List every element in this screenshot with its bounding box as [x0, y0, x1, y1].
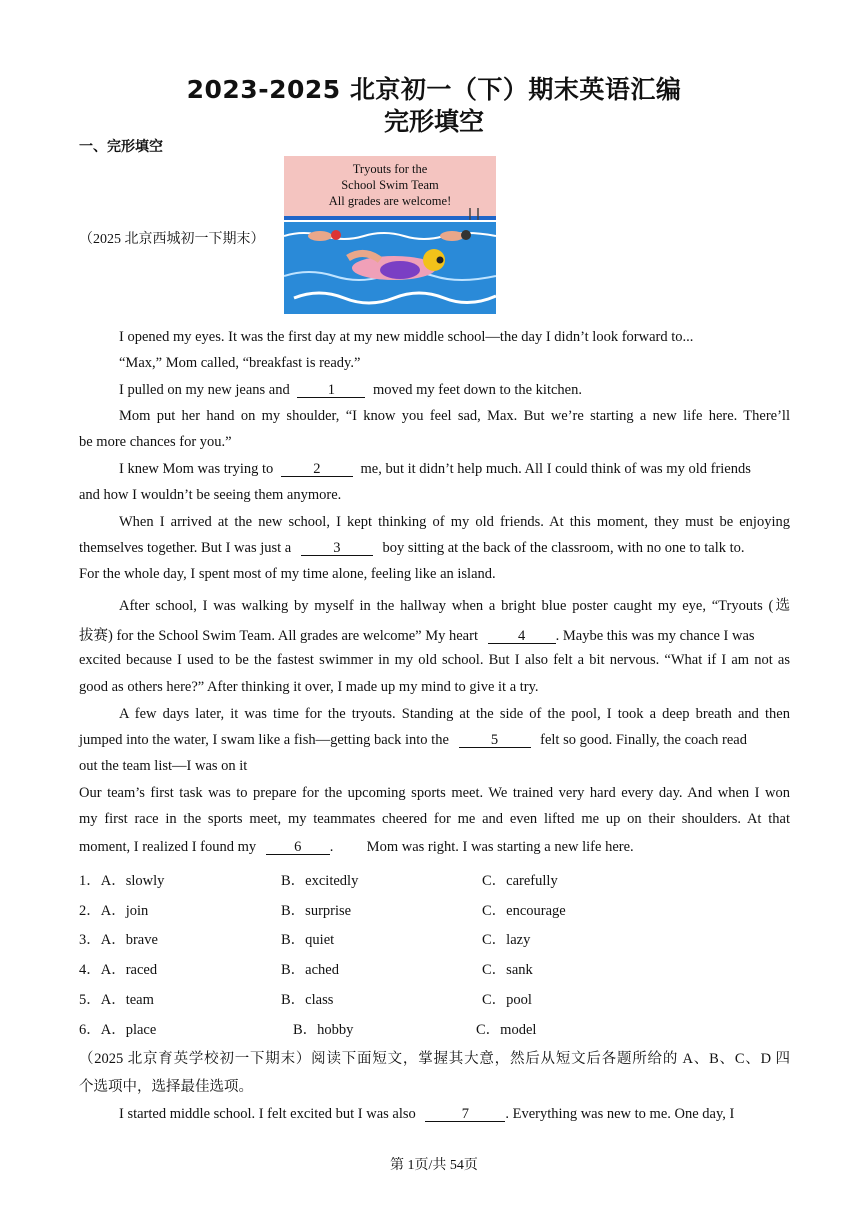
passage-text: .: [329, 839, 334, 855]
document-subtitle: 完形填空: [383, 107, 484, 136]
passage-line: excited because I used to be the fastest swimmer in my old school. But I also felt a bit nervous. “What if I am not as: [79, 652, 790, 668]
option-2b[interactable]: B．surprise: [281, 903, 352, 919]
blank-3[interactable]: 3: [301, 541, 373, 556]
poster-line-3: All grades are welcome!: [328, 194, 452, 208]
option-4b[interactable]: B．ached: [281, 962, 339, 978]
blank-5[interactable]: 5: [459, 733, 531, 748]
option-5c[interactable]: C．pool: [482, 992, 532, 1008]
option-3c[interactable]: C．lazy: [482, 932, 531, 948]
blank-4[interactable]: 4: [488, 629, 556, 644]
poster-line-2: School Swim Team: [341, 178, 439, 192]
page-footer: 第 1页/共 54页: [390, 1158, 478, 1173]
option-3a[interactable]: 3．A．brave: [79, 932, 158, 948]
passage-text: moved my feet down to the kitchen.: [373, 382, 582, 398]
passage-line: I opened my eyes. It was the first day at my new middle school—the day I didn’t look forward to...: [119, 329, 694, 345]
passage-line: “Max,” Mom called, “breakfast is ready.”: [119, 355, 361, 371]
passage-text: Mom was right. I was starting a new life here.: [366, 839, 634, 855]
passage-text: jumped into the water, I swam like a fish—getting back into the: [79, 732, 449, 748]
passage-text: moment, I realized I found my: [79, 839, 257, 855]
blank-1[interactable]: 1: [297, 383, 365, 398]
blank-7[interactable]: 7: [425, 1107, 505, 1122]
passage-line: [119, 382, 582, 399]
option-5b[interactable]: B．class: [281, 992, 334, 1008]
passage-line: After school, I was walking by myself in the hallway when a bright blue poster caught my eye, “Tryouts (选: [119, 598, 790, 614]
passage-text: I knew Mom was trying to: [119, 461, 274, 477]
passage-line: [119, 461, 751, 478]
option-4c[interactable]: C．sank: [482, 962, 533, 978]
passage-line: [79, 839, 634, 856]
passage-text: felt so good. Finally, the coach read: [540, 732, 747, 748]
source-label-2: （2025 北京育英学校初一下期末）阅读下面短文，掌握其大意，然后从短文后各题所给的 A、B、C、D 四: [79, 1051, 790, 1067]
passage-text: I started middle school. I felt excited but I was also: [119, 1106, 416, 1122]
passage-line: When I arrived at the new school, I kept thinking of my old friends. At this moment, they must be enjoying: [119, 514, 790, 530]
option-6b[interactable]: B．hobby: [293, 1022, 354, 1038]
passage-text: me, but it didn’t help much. All I could think of was my old friends: [360, 461, 751, 477]
document-title: 2023-2025 北京初一（下）期末英语汇编: [186, 75, 682, 104]
passage-line: and how I wouldn’t be seeing them anymore.: [79, 487, 342, 503]
option-5a[interactable]: 5．A．team: [79, 992, 154, 1008]
passage-line: Our team’s first task was to prepare for the upcoming sports meet. We trained very hard every day. And when I won: [79, 785, 790, 801]
passage-line: [79, 624, 755, 645]
passage-line: Mom put her hand on my shoulder, “I know you feel sad, Max. But we’re starting a new life here. There’ll: [119, 408, 790, 424]
passage-line: good as others here?” After thinking it over, I made up my mind to give it a try.: [79, 679, 539, 695]
poster-line-1: Tryouts for the: [352, 162, 428, 176]
passage-text: . Maybe this was my chance I was: [555, 628, 755, 644]
passage-line: my first race in the sports meet, my teammates cheered for me and even lifted me up on their shoulders. At that: [79, 811, 790, 827]
option-6a[interactable]: 6．A．place: [79, 1022, 157, 1038]
option-2a[interactable]: 2．A．join: [79, 903, 149, 919]
section-heading: 一、完形填空: [79, 139, 163, 155]
blank-2[interactable]: 2: [281, 462, 353, 477]
passage-line: A few days later, it was time for the tryouts. Standing at the side of the pool, I took a deep breath and then: [119, 706, 790, 722]
option-1a[interactable]: 1．A．slowly: [79, 873, 165, 889]
passage-text: . Everything was new to me. One day, I: [505, 1106, 735, 1122]
passage-text: themselves together. But I was just a: [79, 540, 292, 556]
passage-line: out the team list—I was on it: [79, 758, 248, 774]
source-label: （2025 北京西城初一下期末）: [79, 232, 265, 247]
blank-6[interactable]: 6: [266, 840, 330, 855]
passage-text: 拔赛) for the School Swim Team. All grades are welcome” My heart: [79, 628, 478, 644]
passage-line: For the whole day, I spent most of my time alone, feeling like an island.: [79, 566, 496, 582]
option-4a[interactable]: 4．A．raced: [79, 962, 158, 978]
option-3b[interactable]: B．quiet: [281, 932, 335, 948]
passage-text: boy sitting at the back of the classroom, with no one to talk to.: [382, 540, 745, 556]
passage-line: [119, 1106, 734, 1123]
option-1b[interactable]: B．excitedly: [281, 873, 359, 889]
passage-line: [79, 540, 745, 557]
passage-text: I pulled on my new jeans and: [119, 382, 290, 398]
passage-line: be more chances for you.”: [79, 434, 232, 450]
source-label-2-cont: 个选项中，选择最佳选项。: [79, 1079, 253, 1095]
option-6c[interactable]: C．model: [476, 1022, 537, 1038]
option-2c[interactable]: C．encourage: [482, 903, 566, 919]
swim-tryout-poster: [284, 156, 496, 314]
option-1c[interactable]: C．carefully: [482, 873, 558, 889]
passage-line: [79, 732, 747, 749]
